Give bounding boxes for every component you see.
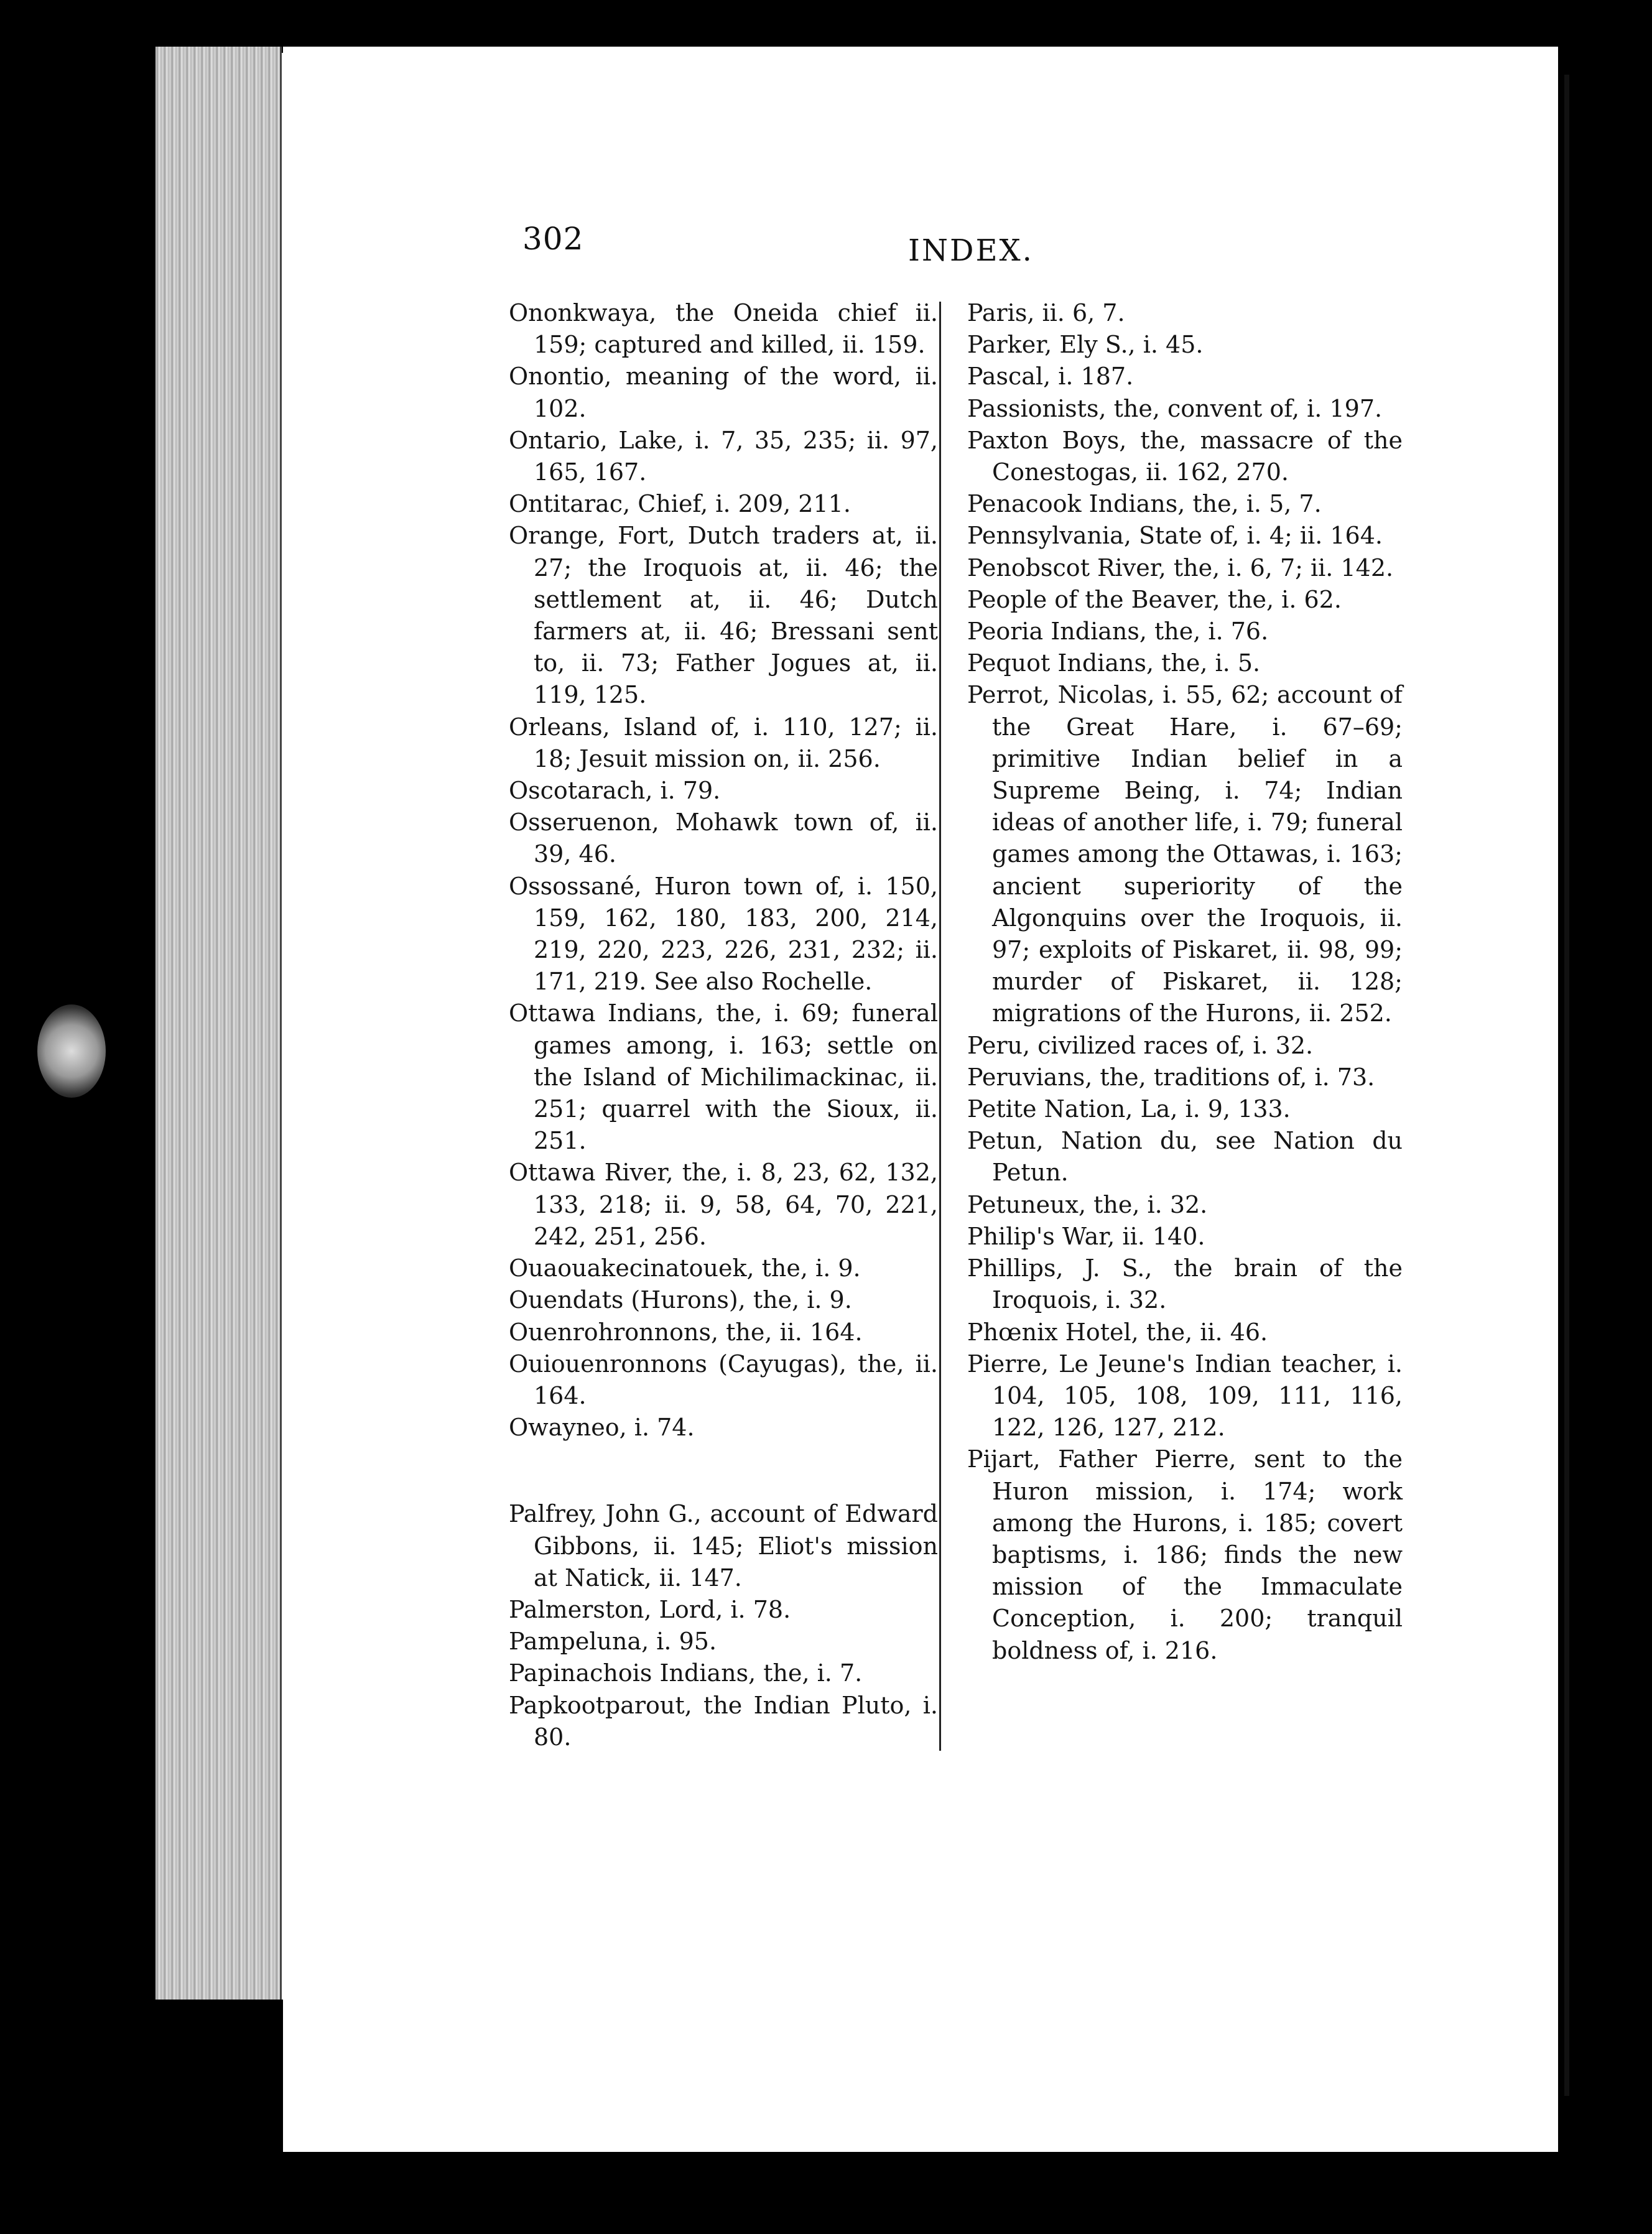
index-entry: Peruvians, the, traditions of, i. 73. — [967, 1063, 1375, 1091]
index-entry: Pierre, Le Jeune's Indian teacher, i. 104, 105, 108, 109, 111, 116, 122, 126, 127, 212. — [967, 1350, 1403, 1442]
index-entry: Palfrey, John G., account of Edward Gibbons, ii. 145; Eliot's mission at Natick, ii. 147. — [509, 1500, 938, 1592]
index-entry: Perrot, Nicolas, i. 55, 62; account of the Great Hare, i. 67–69; primitive Indian belief in a Supreme Being, i. 74; Indian ideas of another life, i. 79; funeral games among the Ottawas, i. 163; ancient superiority of the Algonquins over the Iroquois, ii. 97; exploits of Piskaret, ii. 98, 99; murder of Piskaret, ii. 128; migrations of the Hurons, ii. 252. — [967, 681, 1403, 1027]
index-entry: Pampeluna, i. 95. — [509, 1628, 717, 1656]
index-entry: Ononkwaya, the Oneida chief ii. 159; captured and killed, ii. 159. — [509, 299, 938, 359]
index-entry: Paris, ii. 6, 7. — [967, 299, 1125, 327]
index-entry: Petuneux, the, i. 32. — [967, 1190, 1208, 1218]
index-entry: Pennsylvania, State of, i. 4; ii. 164. — [967, 522, 1383, 550]
scanner-background-top — [0, 0, 1652, 53]
index-entry: Pequot Indians, the, i. 5. — [967, 649, 1261, 677]
index-entry: Osseruenon, Mohawk town of, ii. 39, 46. — [509, 809, 938, 868]
index-entry: Ouendats (Hurons), the, i. 9. — [509, 1286, 852, 1314]
index-entry: Paxton Boys, the, massacre of the Conestogas, ii. 162, 270. — [967, 426, 1403, 486]
index-entry: Ontario, Lake, i. 7, 35, 235; ii. 97, 165, 167. — [509, 426, 938, 486]
column-divider — [939, 302, 941, 1751]
page-gutter-line — [1564, 75, 1569, 2096]
index-entry: Owayneo, i. 74. — [509, 1414, 695, 1442]
index-entry: Peru, civilized races of, i. 32. — [967, 1031, 1314, 1059]
index-entry: Papkootparout, the Indian Pluto, i. 80. — [509, 1691, 938, 1751]
index-entry: Penacook Indians, the, i. 5, 7. — [967, 490, 1322, 518]
index-column-right — [967, 297, 1403, 1667]
index-entry: Phillips, J. S., the brain of the Iroquois, i. 32. — [967, 1254, 1403, 1314]
index-entry: Orange, Fort, Dutch traders at, ii. 27; the Iroquois at, ii. 46; the settlement at, ii. 46; Dutch farmers at, ii. 46; Bressani sent to, ii. 73; Father Jogues at, ii. 119, 125. — [509, 522, 938, 709]
scan-blot — [37, 1004, 106, 1098]
index-entry: Philip's War, ii. 140. — [967, 1222, 1205, 1250]
index-entry: Parker, Ely S., i. 45. — [967, 331, 1204, 359]
book-page-edge — [155, 47, 282, 2000]
index-column-left — [509, 297, 938, 1753]
index-entry: Papinachois Indians, the, i. 7. — [509, 1659, 863, 1687]
section-gap — [509, 1444, 938, 1498]
index-entry: Passionists, the, convent of, i. 197. — [967, 394, 1383, 422]
scanner-background-bottom — [0, 2152, 1652, 2234]
index-entry: Phœnix Hotel, the, ii. 46. — [967, 1318, 1268, 1346]
index-entry: Petun, Nation du, see Nation du Petun. — [967, 1127, 1403, 1187]
index-entry: People of the Beaver, the, i. 62. — [967, 585, 1342, 613]
index-entry: Ouenrohronnons, the, ii. 164. — [509, 1318, 863, 1346]
index-entry: Petite Nation, La, i. 9, 133. — [967, 1095, 1291, 1123]
index-entry: Oscotarach, i. 79. — [509, 777, 721, 805]
index-entry: Pijart, Father Pierre, sent to the Huron mission, i. 174; work among the Hurons, i. 185; covert baptisms, i. 186; finds the new mission of the Immaculate Conception, i. 200; tranquil boldness of, i. 216. — [967, 1445, 1403, 1664]
index-entry: Penobscot River, the, i. 6, 7; ii. 142. — [967, 554, 1394, 582]
scanner-background-right — [1558, 0, 1652, 2234]
index-entry: Palmerston, Lord, i. 78. — [509, 1595, 791, 1623]
index-entry: Pascal, i. 187. — [967, 363, 1134, 391]
page-title: INDEX. — [908, 233, 1034, 268]
book-edge-shadow — [155, 2000, 286, 2152]
index-entry: Ontitarac, Chief, i. 209, 211. — [509, 490, 851, 518]
page-number: 302 — [522, 221, 584, 257]
index-entry: Ottawa River, the, i. 8, 23, 62, 132, 133, 218; ii. 9, 58, 64, 70, 221, 242, 251, 256. — [509, 1159, 938, 1250]
index-entry: Orleans, Island of, i. 110, 127; ii. 18; Jesuit mission on, ii. 256. — [509, 713, 938, 772]
index-entry: Onontio, meaning of the word, ii. 102. — [509, 363, 938, 422]
scanner-background-left — [0, 0, 155, 2234]
index-entry: Ouaouakecinatouek, the, i. 9. — [509, 1254, 861, 1282]
index-entry: Peoria Indians, the, i. 76. — [967, 618, 1269, 646]
index-entry: Ouiouenronnons (Cayugas), the, ii. 164. — [509, 1350, 938, 1409]
index-entry: Ottawa Indians, the, i. 69; funeral games among, i. 163; settle on the Island of Michilimackinac, ii. 251; quarrel with the Sioux, ii. 251. — [509, 999, 938, 1155]
index-entry: Ossossané, Huron town of, i. 150, 159, 162, 180, 183, 200, 214, 219, 220, 223, 226, 231, 232; ii. 171, 219. See also Rochelle. — [509, 872, 938, 996]
